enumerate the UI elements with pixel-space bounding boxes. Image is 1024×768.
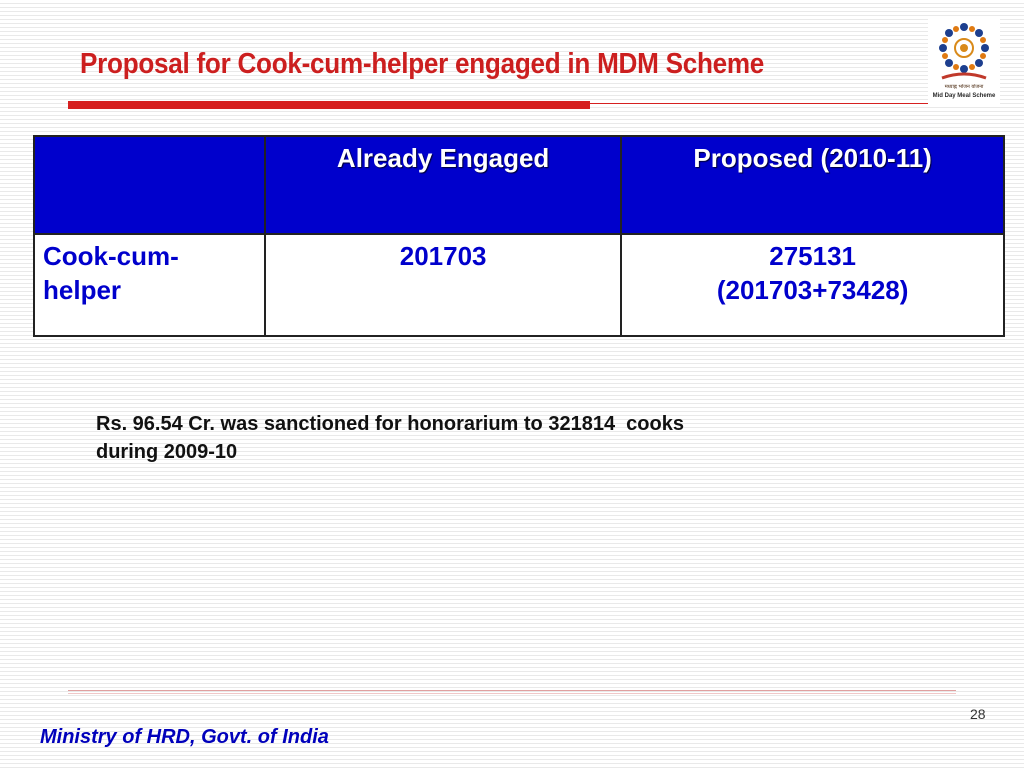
title-underline-thin (590, 103, 930, 104)
slide-title: Proposal for Cook-cum-helper engaged in MDM Scheme (80, 48, 765, 80)
row-label-line-1: Cook-cum- (43, 241, 179, 271)
page-number: 28 (970, 706, 986, 722)
header-proposed: Proposed (2010-11) (621, 136, 1004, 234)
footer-divider (68, 690, 956, 691)
logo-caption-english: Mid Day Meal Scheme (932, 93, 996, 99)
row-label-line-2: helper (43, 275, 122, 305)
title-underline-thick (68, 101, 590, 109)
mid-day-meal-logo (928, 18, 1000, 104)
sanction-note-line-1: Rs. 96.54 Cr. was sanctioned for honorarium to 321814 cooks (96, 413, 684, 435)
already-engaged-cell (265, 234, 621, 336)
footer-divider-secondary (68, 693, 956, 694)
header-already-engaged: Already Engaged (265, 136, 621, 234)
proposed-value: 275131 (769, 241, 857, 271)
proposed-cell (621, 234, 1004, 336)
row-label-cell (34, 234, 265, 336)
table-header-row (34, 136, 1004, 234)
table-row (34, 234, 1004, 336)
already-engaged-value: 201703 (399, 241, 487, 271)
sanction-note-line-2: during 2009-10 (96, 441, 238, 463)
proposed-breakdown: (201703+73428) (716, 275, 909, 305)
cook-helper-table (33, 135, 1005, 337)
mid-day-meal-logo-icon (928, 18, 1000, 84)
footer-ministry-text: Ministry of HRD, Govt. of India (40, 726, 329, 748)
logo-caption-hindi: मध्याह्न भोजन योजना (944, 84, 984, 90)
sanction-note (96, 410, 876, 466)
header-empty (34, 136, 265, 234)
